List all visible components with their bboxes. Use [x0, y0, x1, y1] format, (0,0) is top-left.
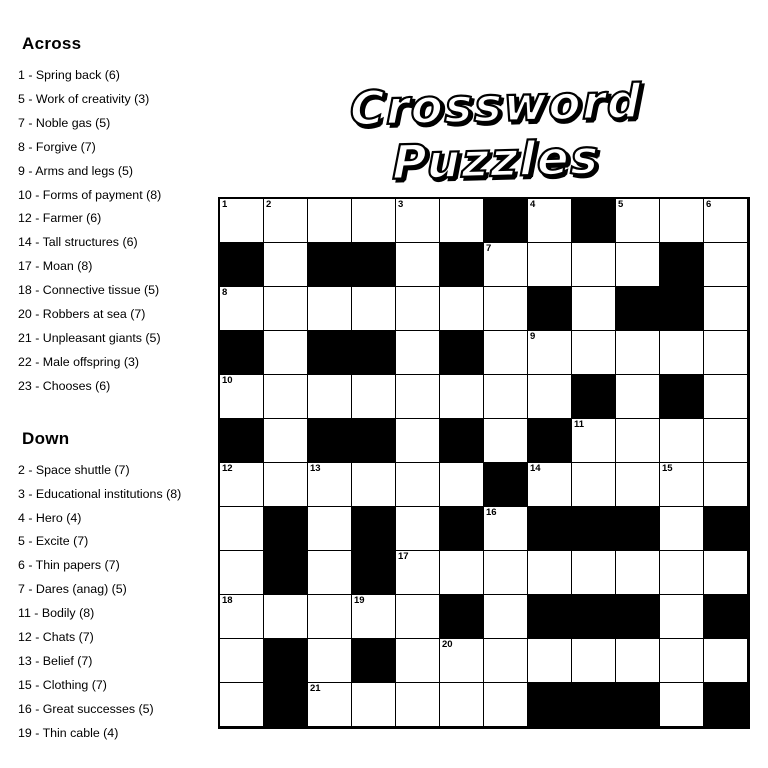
grid-cell[interactable] — [484, 507, 528, 551]
across-clue-item[interactable]: 10 - Forms of payment (8) — [18, 187, 162, 202]
cell-number: 21 — [310, 683, 321, 694]
cell-number: 12 — [222, 463, 233, 474]
grid-cell[interactable] — [264, 331, 308, 375]
across-clue-item[interactable]: 8 - Forgive (7) — [18, 139, 96, 154]
grid-cell[interactable] — [220, 507, 264, 551]
grid-cell[interactable] — [704, 375, 748, 419]
page-title: Crossword Puzzles — [350, 74, 642, 191]
grid-cell[interactable] — [352, 595, 396, 639]
grid-cell[interactable] — [484, 419, 528, 463]
down-clue-item[interactable]: 2 - Space shuttle (7) — [18, 462, 130, 477]
down-clue-item[interactable]: 16 - Great successes (5) — [18, 701, 154, 716]
cell-number: 5 — [618, 199, 624, 210]
grid-cell[interactable] — [308, 507, 352, 551]
grid-cell[interactable] — [396, 507, 440, 551]
grid-block-cell — [572, 375, 616, 419]
crossword-grid[interactable] — [218, 197, 750, 729]
grid-cell[interactable] — [616, 375, 660, 419]
grid-block-cell — [352, 507, 396, 551]
grid-cell[interactable] — [572, 419, 616, 463]
grid-block-cell — [616, 683, 660, 727]
grid-cell[interactable] — [616, 331, 660, 375]
grid-cell[interactable] — [484, 243, 528, 287]
grid-cell[interactable] — [660, 595, 704, 639]
grid-block-cell — [572, 595, 616, 639]
grid-cell[interactable] — [704, 551, 748, 595]
grid-cell[interactable] — [660, 419, 704, 463]
grid-cell[interactable] — [704, 331, 748, 375]
across-clue-item[interactable]: 9 - Arms and legs (5) — [18, 163, 134, 178]
cell-number: 8 — [222, 287, 228, 298]
grid-cell[interactable] — [572, 331, 616, 375]
grid-block-cell — [264, 551, 308, 595]
grid-cell[interactable] — [616, 419, 660, 463]
grid-cell[interactable] — [308, 551, 352, 595]
grid-cell[interactable] — [572, 463, 616, 507]
grid-cell[interactable] — [220, 683, 264, 727]
grid-cell[interactable] — [440, 199, 484, 243]
grid-cell[interactable] — [484, 595, 528, 639]
grid-cell[interactable] — [528, 243, 572, 287]
grid-cell[interactable] — [660, 199, 704, 243]
grid-cell[interactable] — [484, 639, 528, 683]
grid-cell[interactable] — [660, 507, 704, 551]
grid-cell[interactable] — [704, 463, 748, 507]
across-clue-list — [18, 64, 218, 399]
grid-cell[interactable] — [264, 243, 308, 287]
cell-number: 4 — [530, 199, 536, 210]
grid-cell[interactable] — [616, 199, 660, 243]
down-clue-item[interactable]: 19 - Thin cable (4) — [18, 725, 119, 740]
grid-cell[interactable] — [440, 639, 484, 683]
grid-block-cell — [264, 639, 308, 683]
grid-block-cell — [264, 683, 308, 727]
grid-cell[interactable] — [616, 551, 660, 595]
grid-block-cell — [352, 639, 396, 683]
grid-cell[interactable] — [264, 375, 308, 419]
down-clue-item[interactable]: 15 - Clothing (7) — [18, 677, 107, 692]
down-clue-item[interactable]: 6 - Thin papers (7) — [18, 558, 120, 573]
across-clue-item[interactable]: 1 - Spring back (6) — [18, 68, 120, 82]
grid-cell[interactable] — [396, 683, 440, 727]
grid-cell[interactable] — [660, 639, 704, 683]
grid-cell[interactable] — [352, 199, 396, 243]
clues-panel — [18, 34, 218, 746]
grid-cell[interactable] — [660, 331, 704, 375]
down-clue-item[interactable]: 7 - Dares (anag) (5) — [18, 582, 127, 597]
grid-cell[interactable] — [352, 375, 396, 419]
grid-cell[interactable] — [572, 639, 616, 683]
across-clue-item[interactable]: 21 - Unpleasant giants (5) — [18, 330, 161, 345]
grid-cell[interactable] — [352, 287, 396, 331]
grid-block-cell — [572, 199, 616, 243]
grid-cell[interactable] — [264, 419, 308, 463]
grid-cell[interactable] — [484, 331, 528, 375]
grid-block-cell — [484, 463, 528, 507]
grid-cell[interactable] — [308, 595, 352, 639]
grid-block-cell — [308, 331, 352, 375]
grid-block-cell — [220, 331, 264, 375]
grid-block-cell — [220, 419, 264, 463]
down-clue-item[interactable]: 11 - Bodily (8) — [18, 606, 95, 621]
grid-cell[interactable] — [616, 243, 660, 287]
grid-block-cell — [704, 683, 748, 727]
grid-cell[interactable] — [528, 199, 572, 243]
grid-cell[interactable] — [704, 639, 748, 683]
cell-number: 13 — [310, 463, 321, 474]
grid-block-cell — [528, 507, 572, 551]
grid-cell[interactable] — [440, 287, 484, 331]
grid-block-cell — [308, 419, 352, 463]
grid-cell[interactable] — [308, 683, 352, 727]
grid-block-cell — [704, 507, 748, 551]
cell-number: 19 — [354, 595, 365, 606]
grid-block-cell — [528, 683, 572, 727]
grid-cell[interactable] — [528, 375, 572, 419]
grid-cell[interactable] — [660, 551, 704, 595]
grid-cell[interactable] — [704, 287, 748, 331]
grid-cell[interactable] — [396, 375, 440, 419]
grid-cell[interactable] — [308, 199, 352, 243]
down-heading: Down — [22, 428, 70, 448]
grid-cell[interactable] — [220, 595, 264, 639]
cell-number: 15 — [662, 463, 673, 474]
grid-cell[interactable] — [396, 287, 440, 331]
grid-cell[interactable] — [440, 683, 484, 727]
cell-number: 17 — [398, 551, 409, 562]
cell-number: 2 — [266, 199, 272, 210]
grid-cell[interactable] — [220, 639, 264, 683]
grid-block-cell — [440, 595, 484, 639]
grid-cell[interactable] — [396, 243, 440, 287]
grid-block-cell — [440, 243, 484, 287]
across-clue-item[interactable]: 14 - Tall structures (6) — [18, 235, 138, 250]
down-clue-item[interactable]: 4 - Hero (4) — [18, 510, 82, 525]
grid-cell[interactable] — [440, 551, 484, 595]
grid-cell[interactable] — [396, 419, 440, 463]
grid-cell[interactable] — [572, 551, 616, 595]
grid-cell[interactable] — [264, 595, 308, 639]
cell-number: 3 — [398, 199, 404, 210]
grid-block-cell — [220, 243, 264, 287]
grid-block-cell — [660, 375, 704, 419]
across-heading: Across — [22, 34, 82, 53]
down-clue-item[interactable]: 12 - Chats (7) — [18, 630, 94, 645]
grid-cell[interactable] — [528, 639, 572, 683]
cell-number: 16 — [486, 507, 497, 518]
cell-number: 7 — [486, 243, 492, 254]
grid-block-cell — [704, 595, 748, 639]
down-clue-item[interactable]: 3 - Educational institutions (8) — [18, 486, 182, 501]
grid-cell[interactable] — [396, 595, 440, 639]
across-clue-item[interactable]: 23 - Chooses (6) — [18, 378, 111, 393]
grid-cell[interactable] — [396, 463, 440, 507]
grid-block-cell — [440, 331, 484, 375]
grid-cell[interactable] — [308, 287, 352, 331]
cell-number: 14 — [530, 463, 541, 474]
grid-block-cell — [616, 507, 660, 551]
grid-cell[interactable] — [660, 463, 704, 507]
grid-block-cell — [440, 507, 484, 551]
down-clue-list — [18, 459, 218, 746]
grid-block-cell — [352, 551, 396, 595]
grid-cell[interactable] — [308, 639, 352, 683]
grid-cell[interactable] — [396, 551, 440, 595]
cell-number: 9 — [530, 331, 536, 342]
grid-cell[interactable] — [308, 375, 352, 419]
grid-cell[interactable] — [220, 287, 264, 331]
grid-cell[interactable] — [396, 639, 440, 683]
grid-block-cell — [572, 507, 616, 551]
across-clue-item[interactable]: 17 - Moan (8) — [18, 259, 93, 274]
grid-cell[interactable] — [220, 375, 264, 419]
across-clue-item[interactable]: 12 - Farmer (6) — [18, 211, 102, 226]
grid-cell[interactable] — [616, 639, 660, 683]
grid-block-cell — [616, 287, 660, 331]
across-clue-item[interactable]: 5 - Work of creativity (3) — [18, 91, 150, 106]
grid-cell[interactable] — [572, 287, 616, 331]
grid-cell[interactable] — [528, 551, 572, 595]
grid-cell[interactable] — [484, 375, 528, 419]
grid-cell[interactable] — [220, 551, 264, 595]
grid-cell[interactable] — [704, 419, 748, 463]
grid-block-cell — [352, 243, 396, 287]
grid-block-cell — [440, 419, 484, 463]
grid-cell[interactable] — [704, 199, 748, 243]
grid-cell[interactable] — [220, 199, 264, 243]
grid-cell[interactable] — [264, 199, 308, 243]
grid-cell[interactable] — [396, 199, 440, 243]
grid-block-cell — [572, 683, 616, 727]
grid-cell[interactable] — [660, 683, 704, 727]
grid-block-cell — [352, 419, 396, 463]
across-clue-item[interactable]: 7 - Noble gas (5) — [18, 115, 111, 130]
grid-cell[interactable] — [220, 463, 264, 507]
down-clue-item[interactable]: 5 - Excite (7) — [18, 534, 89, 549]
grid-cell[interactable] — [484, 551, 528, 595]
grid-cell[interactable] — [440, 375, 484, 419]
grid-cell[interactable] — [352, 683, 396, 727]
grid-block-cell — [616, 595, 660, 639]
down-clue-item[interactable]: 13 - Belief (7) — [18, 653, 93, 668]
grid-block-cell — [528, 287, 572, 331]
grid-cell[interactable] — [484, 683, 528, 727]
grid-cell[interactable] — [352, 463, 396, 507]
grid-cell[interactable] — [396, 331, 440, 375]
grid-cell[interactable] — [572, 243, 616, 287]
across-clue-item[interactable]: 20 - Robbers at sea (7) — [18, 307, 146, 322]
cell-number: 10 — [222, 375, 233, 386]
cell-number: 11 — [574, 419, 585, 430]
grid-block-cell — [264, 507, 308, 551]
grid-cell[interactable] — [528, 463, 572, 507]
grid-block-cell — [660, 287, 704, 331]
grid-cell[interactable] — [484, 287, 528, 331]
grid-cell[interactable] — [264, 463, 308, 507]
grid-block-cell — [308, 243, 352, 287]
grid-block-cell — [528, 595, 572, 639]
grid-cell[interactable] — [704, 243, 748, 287]
grid-cell[interactable] — [528, 331, 572, 375]
grid-block-cell — [660, 243, 704, 287]
across-clue-item[interactable]: 22 - Male offspring (3) — [18, 354, 139, 369]
grid-block-cell — [352, 331, 396, 375]
grid-block-cell — [484, 199, 528, 243]
across-clue-item[interactable]: 18 - Connective tissue (5) — [18, 283, 160, 298]
cell-number: 1 — [222, 199, 228, 210]
cell-number: 18 — [222, 595, 233, 606]
grid-cell[interactable] — [440, 463, 484, 507]
grid-cell[interactable] — [264, 287, 308, 331]
grid-cell[interactable] — [616, 463, 660, 507]
cell-number: 20 — [442, 639, 453, 650]
cell-number: 6 — [706, 199, 712, 210]
grid-cell[interactable] — [308, 463, 352, 507]
grid-block-cell — [528, 419, 572, 463]
